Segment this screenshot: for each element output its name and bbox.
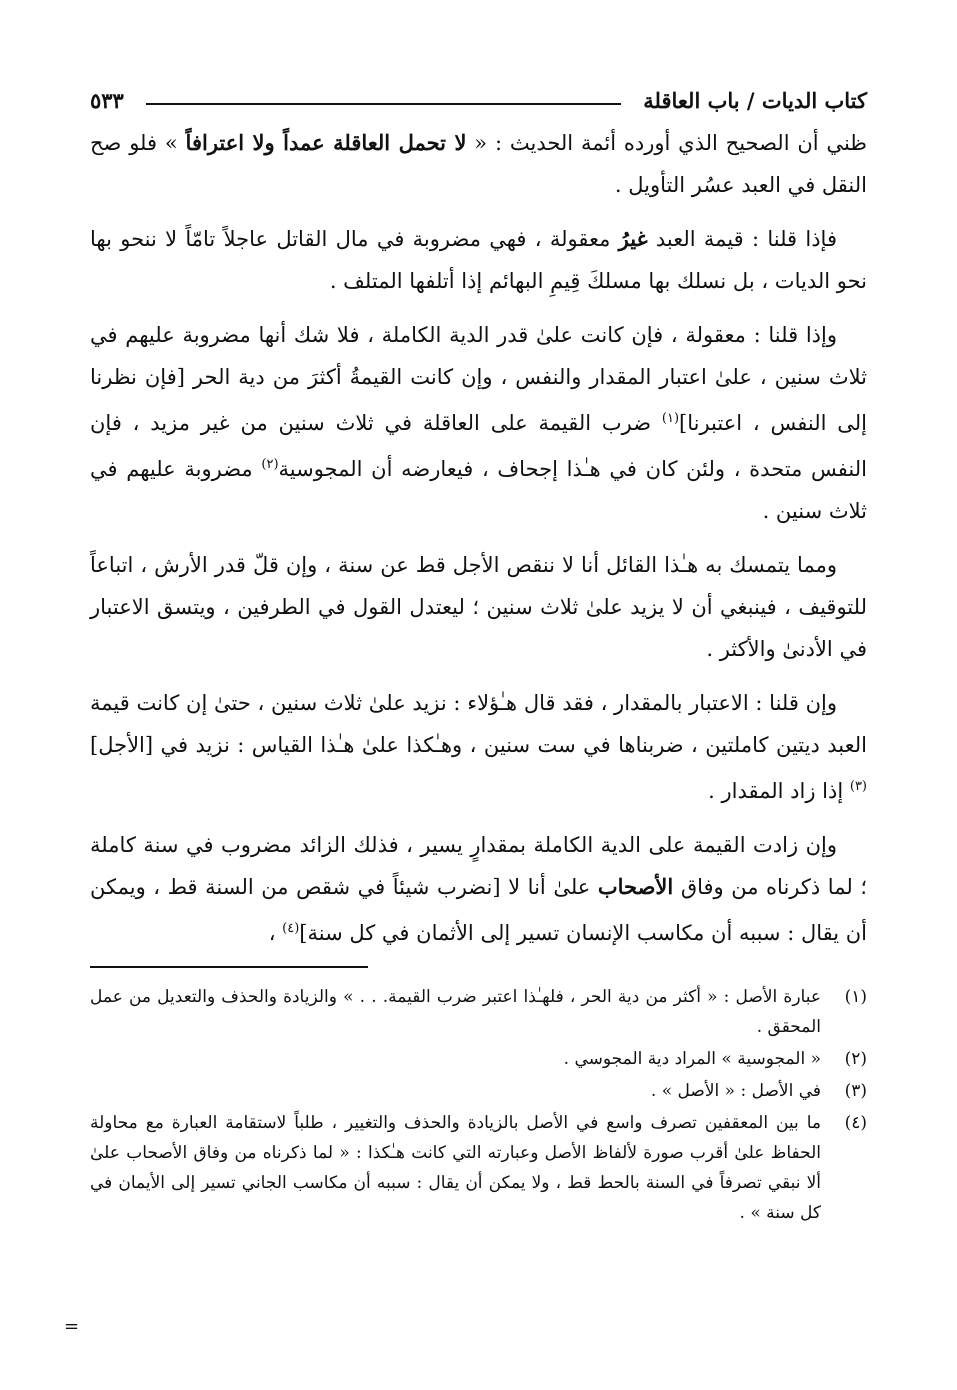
footnote-number: (٢) xyxy=(844,1049,867,1069)
footnotes xyxy=(90,982,867,1228)
header-rule xyxy=(146,103,621,105)
footnote-number: (٤) xyxy=(844,1113,867,1133)
paragraph-5 xyxy=(90,682,867,812)
footnote-item xyxy=(90,1044,867,1074)
footnote-ref: (٤) xyxy=(282,921,300,936)
page-header xyxy=(90,78,867,122)
footnote-ref: (٣) xyxy=(849,779,867,794)
paragraph-6 xyxy=(90,824,867,954)
text-run: إذا زاد المقدار . xyxy=(708,779,850,803)
text-run: مضروبة عليهم في ثلاث سنين . xyxy=(90,457,867,523)
text-run: فإذا قلنا : قيمة العبد xyxy=(647,227,837,251)
footnote-text: عبارة الأصل : « أكثر من دية الحر ، فلهـٰذا اعتبر ضرب القيمة. . . » والزيادة والحذف والتعديل من عمل المحقق . xyxy=(90,987,821,1037)
running-title: كتاب الديات / باب العاقلة xyxy=(643,87,867,113)
continuation-mark: = xyxy=(64,1316,80,1337)
paragraph-1 xyxy=(90,122,867,206)
paragraph-3 xyxy=(90,314,867,532)
footnote-item xyxy=(90,982,867,1042)
text-run: ظني أن الصحيح الذي أورده أئمة الحديث : « xyxy=(466,131,867,155)
footnote-number: (١) xyxy=(844,987,867,1007)
paragraph-4: ومما يتمسك به هـٰذا القائل أنا لا ننقص الأجل قط عن سنة ، وإن قلّ قدر الأرش ، اتباعاً للتوقيف ، فينبغي أن لا يزيد علىٰ ثلاث سنين ؛ ليعتدل القول في الطرفين ، ويتسق الاعتبار في الأدنىٰ والأكثر . xyxy=(90,553,867,661)
bold-term: غيرُ xyxy=(618,226,648,251)
hadith-quote: لا تحمل العاقلة عمداً ولا اعترافاً xyxy=(185,130,467,155)
footnote-text: في الأصل : « الأصل » . xyxy=(650,1081,821,1101)
page-number: ٥٣٣ xyxy=(90,87,124,113)
footnote-item xyxy=(90,1108,867,1228)
footnote-separator xyxy=(90,966,368,968)
text-run: ضرب القيمة على العاقلة في ثلاث سنين من غير مزيد ، فإن النفس متحدة ، ولئن كان في هـٰذا إجحاف ، فيعارضه أن المجوسية xyxy=(90,411,867,481)
footnote-ref: (٢) xyxy=(261,457,279,472)
footnote-text: « المجوسية » المراد دية المجوسي . xyxy=(563,1049,821,1069)
text-run: ، xyxy=(268,921,283,945)
footnote-text: ما بين المعقفين تصرف واسع في الأصل بالزيادة والحذف والتغيير ، طلباً لاستقامة العبارة مع محاولة الحفاظ علىٰ أقرب صورة لألفاظ الأصل وعبارته التي كانت هـٰكذا : « لما ذكرناه من وفاق الأصحاب علىٰ ألا نبقي تصرفاً في السنة بالحط قط ، ولا يمكن أن يقال : سببه أن مكاسب الجاني تسير إلى الأيمان في كل سنة » . xyxy=(90,1113,821,1223)
paragraph-2 xyxy=(90,218,867,302)
footnote-item xyxy=(90,1076,867,1106)
footnote-ref: (١) xyxy=(661,411,680,426)
text-run: وإن قلنا : الاعتبار بالمقدار ، فقد قال هـٰؤلاء : نزيد علىٰ ثلاث سنين ، حتىٰ إن كانت قيمة العبد ديتين كاملتين ، ضربناها في ست سنين ، وهـٰكذا علىٰ هـٰذا القياس : نزيد في [الأجل] xyxy=(90,691,867,757)
text-run: وإن زادت القيمة على الدية الكاملة بمقدارٍ يسير ، فذلك الزائد مضروب في سنة كاملة ؛ لما ذكرناه من وفاق xyxy=(90,833,867,899)
text-run: علىٰ أنا لا [نضرب شيئاً في شقص من السنة قط ، ويمكن أن يقال : سببه أن مكاسب الإنسان تسير إلى الأثمان في كل سنة] xyxy=(90,875,867,945)
text-run: وإذا قلنا : معقولة ، فإن كانت علىٰ قدر الدية الكاملة ، فلا شك أنها مضروبة عليهم في ثلاث سنين ، علىٰ اعتبار المقدار والنفس ، وإن كانت القيمةُ أكثرَ من دية الحر [فإن نظرنا إلى النفس ، اعتبرنا] xyxy=(90,323,867,435)
text-run: معقولة ، فهي مضروبة في مال القاتل عاجلاً تامّاً لا ننحو بها نحو الديات ، بل نسلك بها مسلكَ قِيمِ البهائم إذا أتلفها المتلف . xyxy=(90,227,867,293)
text-run: » فلو صح النقل في العبد عسُر التأويل . xyxy=(90,131,867,197)
main-text xyxy=(90,122,867,954)
bold-term: الأصحاب xyxy=(597,874,674,899)
footnote-number: (٣) xyxy=(844,1081,867,1101)
